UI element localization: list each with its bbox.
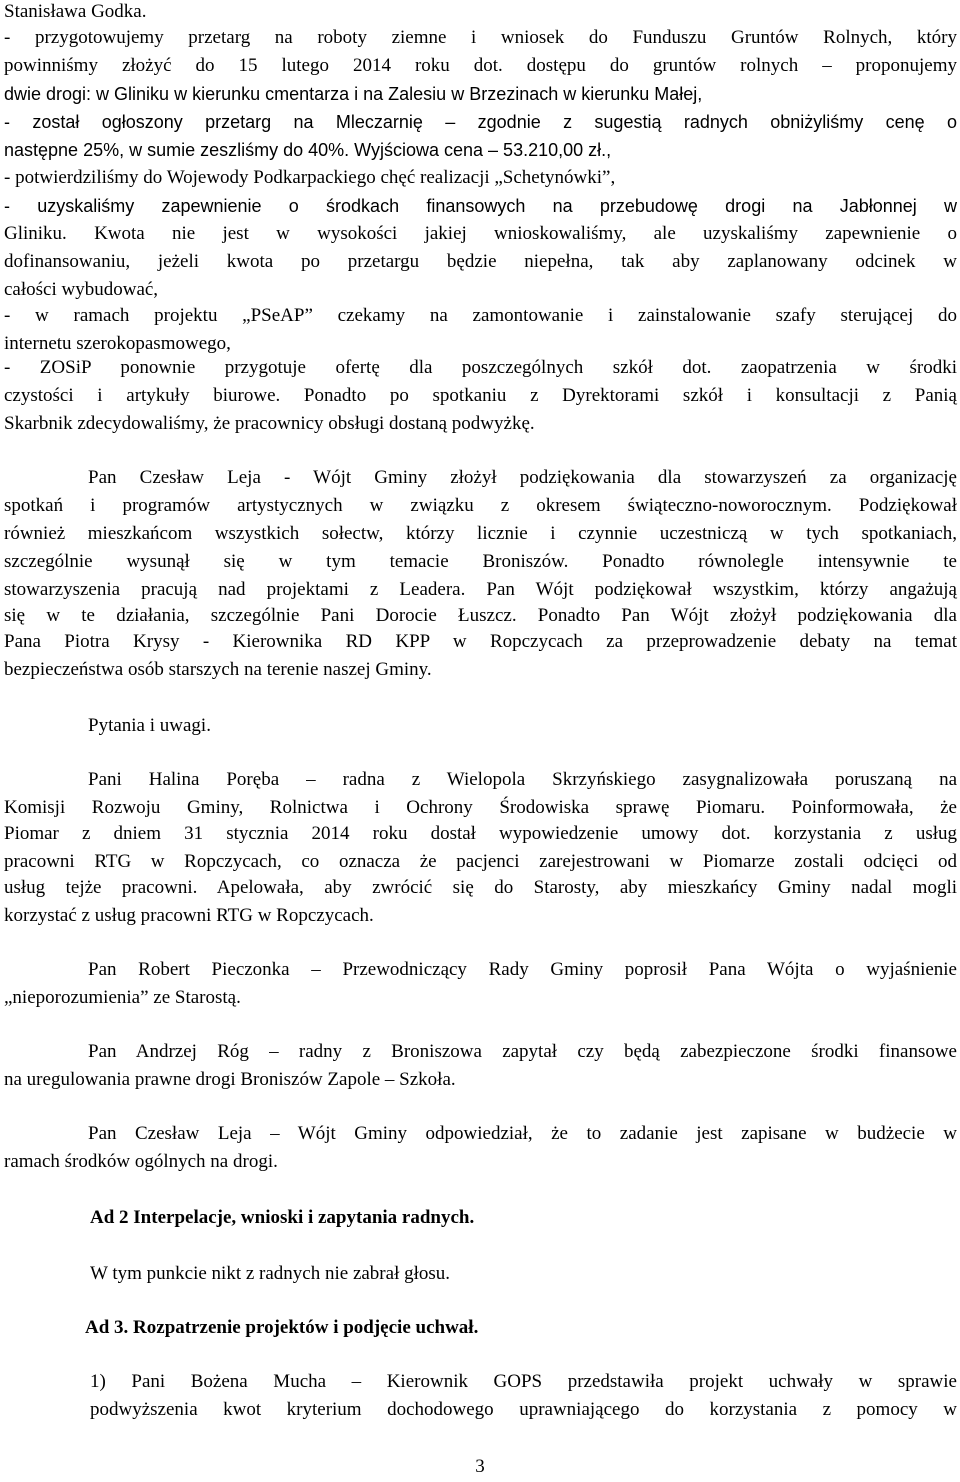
text-line: korzystać z usług pracowni RTG w Ropczycach.	[4, 905, 374, 926]
text-line: następne 25%, w sumie zeszliśmy do 40%. Wyjściowa cena – 53.210,00 zł.,	[4, 140, 612, 160]
text-line: bezpieczeństwa osób starszych na terenie naszej Gminy.	[4, 659, 432, 680]
text-line: usług tejże pracowni. Apelowała, aby zwrócić się do Starosty, aby mieszkańcy Gminy nadal mogli	[4, 877, 957, 898]
text-line: na uregulowania prawne drogi Broniszów Zapole – Szkoła.	[4, 1069, 456, 1090]
text-line: - uzyskaliśmy zapewnienie o środkach finansowych na przebudowę drogi na Jabłonnej w	[4, 196, 957, 216]
text-line: - został ogłoszony przetarg na Mleczarnię – zgodnie z sugestią radnych obniżyliśmy cenę o	[4, 112, 957, 132]
text-line: się w te działania, szczególnie Pani Dorocie Łuszcz. Ponadto Pan Wójt złożył podziękowania dla	[4, 605, 957, 626]
text-line: czystości i artykuły biurowe. Ponadto po spotkaniu z Dyrektorami szkół i konsultacji z Panią	[4, 385, 957, 406]
text-line: W tym punkcie nikt z radnych nie zabrał głosu.	[90, 1263, 451, 1284]
text-line: całości wybudować,	[4, 279, 159, 300]
text-line: internetu szerokopasmowego,	[4, 333, 231, 354]
text-line: Komisji Rozwoju Gminy, Rolnictwa i Ochrony Środowiska sprawę Piomaru. Poinformowała, że	[4, 797, 957, 818]
text-line: dwie drogi: w Gliniku w kierunku cmentarza i na Zalesiu w Brzezinach w kierunku Małej,	[4, 84, 703, 104]
section-heading: Ad 3. Rozpatrzenie projektów i podjęcie uchwał.	[85, 1317, 479, 1338]
text-line: - potwierdziliśmy do Wojewody Podkarpackiego chęć realizacji „Schetynówki”,	[4, 167, 616, 188]
text-line: Pana Piotra Krysy - Kierownika RD KPP w Ropczycach za przeprowadzenie debaty na temat	[4, 631, 957, 652]
text-line: Pani Halina Poręba – radna z Wielopola Skrzyńskiego zasygnalizowała poruszaną na	[88, 769, 957, 790]
text-line: 1) Pani Bożena Mucha – Kierownik GOPS przedstawiła projekt uchwały w sprawie	[90, 1371, 957, 1392]
text-line: Gliniku. Kwota nie jest w wysokości jakiej wnioskowaliśmy, ale uzyskaliśmy zapewnienie o	[4, 223, 957, 244]
text-line: dofinansowaniu, jeżeli kwota po przetargu będzie niepełna, tak aby zaplanowany odcinek w	[4, 251, 957, 272]
text-line: również mieszkańcom wszystkich sołectw, którzy licznie i czynnie uczestniczą w tych spotkaniach,	[4, 523, 957, 544]
text-line: ramach środków ogólnych na drogi.	[4, 1151, 278, 1172]
text-line: Pan Andrzej Róg – radny z Broniszowa zapytał czy będą zabezpieczone środki finansowe	[88, 1041, 957, 1062]
text-line: spotkań i programów artystycznych w związku z okresem świąteczno-noworocznym. Podziękował	[4, 495, 957, 516]
text-line: szczególnie wysunął się w tym temacie Broniszów. Ponadto równolegle intensywnie te	[4, 551, 957, 572]
text-line: Piomar z dniem 31 stycznia 2014 roku dostał wypowiedzenie umowy dot. korzystania z usług	[4, 823, 957, 844]
text-line: Pan Robert Pieczonka – Przewodniczący Rady Gminy poprosił Pana Wójta o wyjaśnienie	[88, 959, 957, 980]
section-heading: Ad 2 Interpelacje, wnioski i zapytania radnych.	[90, 1207, 475, 1228]
text-line: stowarzyszenia pracują nad projektami z Leadera. Pan Wójt podziękował wszystkim, którzy angażują	[4, 579, 957, 600]
text-line: - ZOSiP ponownie przygotuje ofertę dla poszczególnych szkół dot. zaopatrzenia w środki	[4, 357, 957, 378]
text-line: Stanisława Godka.	[4, 1, 147, 22]
text-line: powinniśmy złożyć do 15 lutego 2014 roku dot. dostępu do gruntów rolnych – proponujemy	[4, 55, 957, 76]
text-line: „nieporozumienia” ze Starostą.	[4, 987, 241, 1008]
text-line: - przygotowujemy przetarg na roboty ziemne i wniosek do Funduszu Gruntów Rolnych, który	[4, 27, 957, 48]
text-line: podwyższenia kwot kryterium dochodowego uprawniającego do korzystania z pomocy w	[90, 1399, 957, 1420]
text-line: - w ramach projektu „PSeAP” czekamy na zamontowanie i zainstalowanie szafy sterującej do	[4, 305, 957, 326]
text-line: Pan Czesław Leja - Wójt Gminy złożył podziękowania dla stowarzyszeń za organizację	[88, 467, 957, 488]
section-heading: Pytania i uwagi.	[88, 715, 211, 736]
text-line: pracowni RTG w Ropczycach, co oznacza że pacjenci zarejestrowani w Piomarze zostali odcięci od	[4, 851, 957, 872]
text-line: Pan Czesław Leja – Wójt Gminy odpowiedział, że to zadanie jest zapisane w budżecie w	[88, 1123, 957, 1144]
text-line: Skarbnik zdecydowaliśmy, że pracownicy obsługi dostaną podwyżkę.	[4, 413, 535, 434]
page-number: 3	[475, 1456, 485, 1477]
